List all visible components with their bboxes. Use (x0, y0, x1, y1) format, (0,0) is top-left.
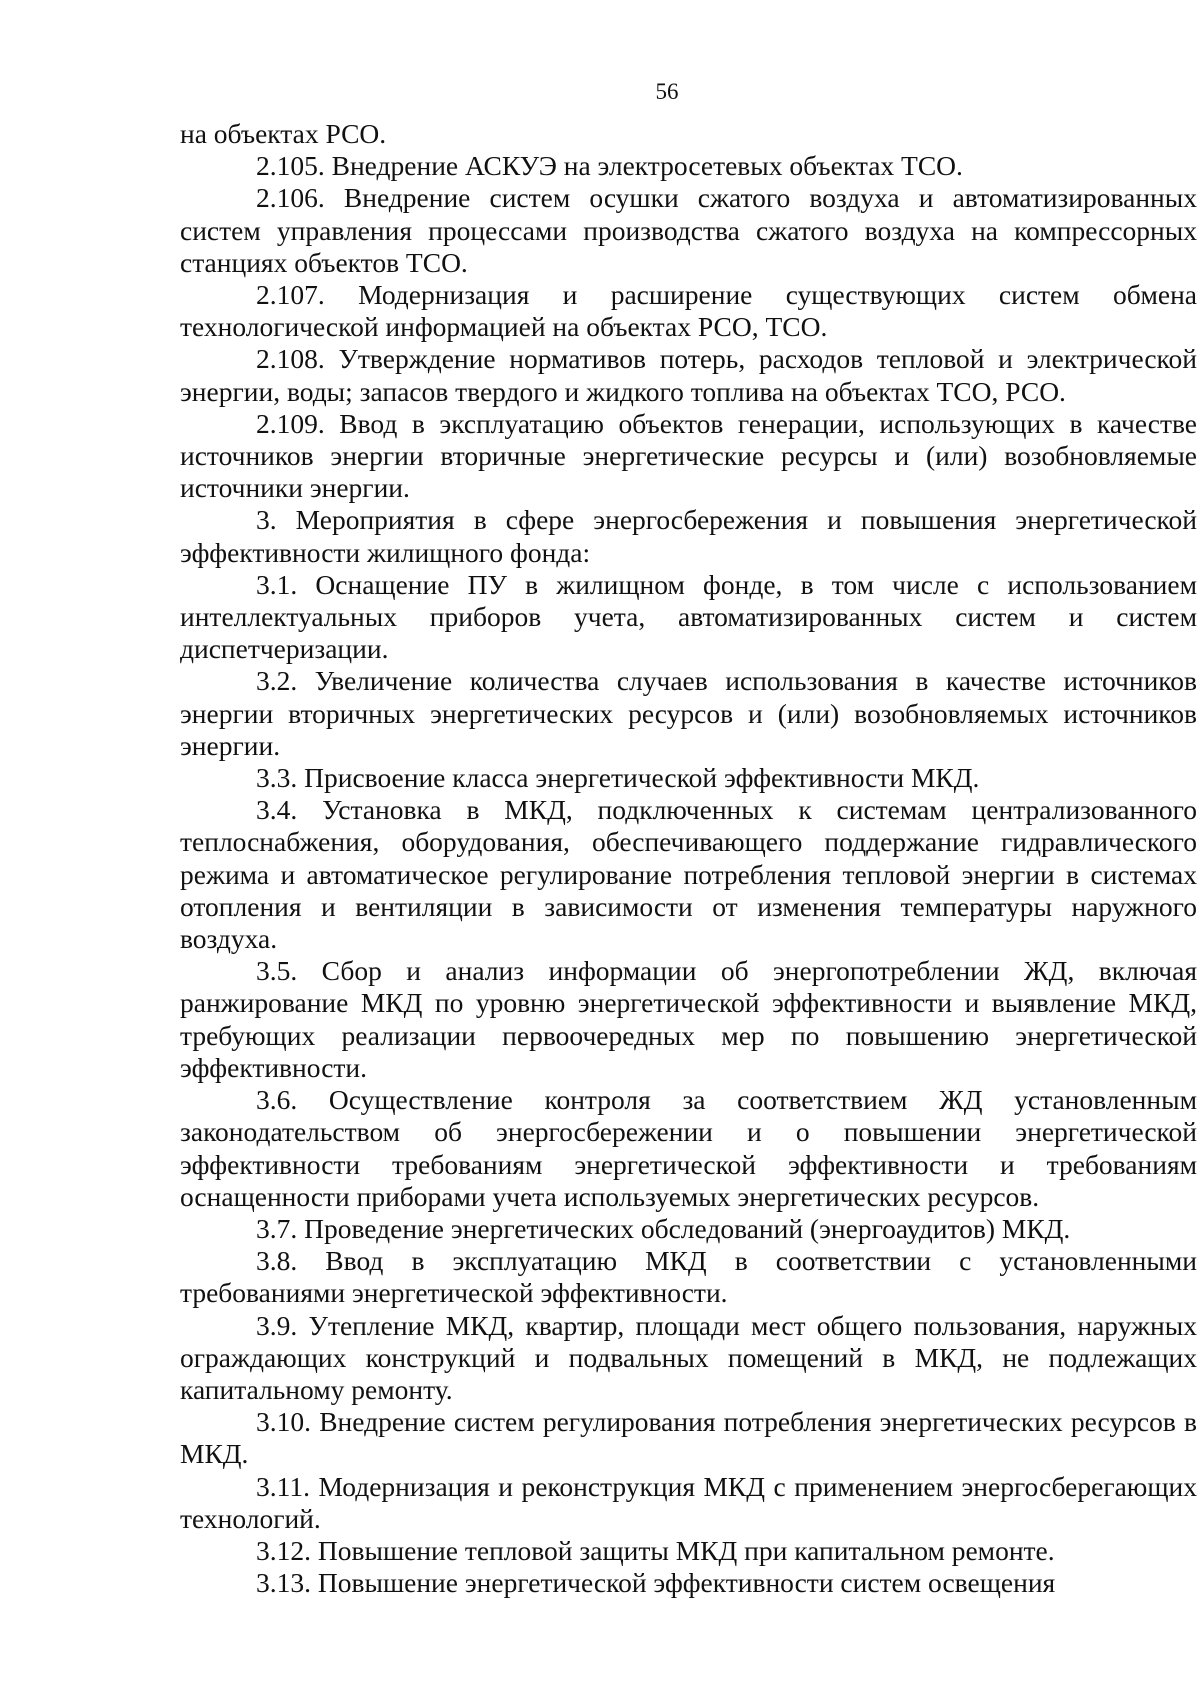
paragraph-3-12: 3.12. Повышение тепловой защиты МКД при капитальном ремонте. (256, 1534, 1055, 1566)
paragraph-3-8: 3.8. Ввод в эксплуатацию МКД в соответствии с установленными требованиями энергетической эффективности. (180, 1245, 1197, 1309)
paragraph-3-5: 3.5. Сбор и анализ информации об энергопотреблении ЖД, включая ранжирование МКД по уровню энергетической эффективности и выявление МКД, требующих реализации первоочередных мер по повышению энергетической эффективности. (180, 955, 1197, 1083)
paragraph-2-105: 2.105. Внедрение АСКУЭ на электросетевых объектах ТСО. (256, 150, 963, 182)
paragraph-3-4: 3.4. Установка в МКД, подключенных к системам централизованного теплоснабжения, оборудования, обеспечивающего поддержание гидравлического режима и автоматическое регулирование потребления тепловой энергии в системах отопления и вентиляции в зависимости от изменения температуры наружного воздуха. (180, 794, 1197, 955)
paragraph-continuation: на объектах РСО. (180, 118, 387, 149)
paragraph-3-11: 3.11. Модернизация и реконструкция МКД с применением энергосберегающих технологий. (180, 1470, 1197, 1534)
paragraph-2-109: 2.109. Ввод в эксплуатацию объектов генерации, использующих в качестве источников энергии вторичные энергетические ресурсы и (или) возобновляемые источники энергии. (180, 407, 1197, 504)
paragraph-2-106: 2.106. Внедрение систем осушки сжатого воздуха и автоматизированных систем управления процессами производства сжатого воздуха на компрессорных станциях объектов ТСО. (180, 182, 1197, 278)
paragraph-2-107: 2.107. Модернизация и расширение существующих систем обмена технологической информацией на объектах РСО, ТСО. (180, 279, 1197, 343)
paragraph-3-7: 3.7. Проведение энергетических обследований (энергоаудитов) МКД. (256, 1212, 1071, 1244)
section-heading-3: 3. Мероприятия в сфере энергосбережения и повышения энергетической эффективности жилищного фонда: (180, 504, 1197, 568)
paragraph-3-10: 3.10. Внедрение систем регулирования потребления энергетических ресурсов в МКД. (180, 1406, 1197, 1470)
paragraph-3-2: 3.2. Увеличение количества случаев использования в качестве источников энергии вторичных энергетических ресурсов и (или) возобновляемых источников энергии. (180, 665, 1197, 761)
paragraph-3-9: 3.9. Утепление МКД, квартир, площади мест общего пользования, наружных ограждающих конструкций и подвальных помещений в МКД, не подлежащих капитальному ремонту. (180, 1309, 1197, 1405)
paragraph-3-3: 3.3. Присвоение класса энергетической эффективности МКД. (256, 762, 980, 794)
page-number: 56 (655, 79, 679, 104)
paragraph-3-13: 3.13. Повышение энергетической эффективности систем освещения (256, 1567, 1056, 1599)
paragraph-3-1: 3.1. Оснащение ПУ в жилищном фонде, в том числе с использованием интеллектуальных приборов учета, автоматизированных систем и систем диспетчеризации. (180, 568, 1197, 665)
paragraph-3-6: 3.6. Осуществление контроля за соответствием ЖД установленным законодательством об энергосбережении и о повышении энергетической эффективности требованиям энергетической эффективности и требованиям оснащенности приборами учета используемых энергетических ресурсов. (180, 1084, 1197, 1212)
document-body (180, 118, 1197, 1599)
paragraph-2-108: 2.108. Утверждение нормативов потерь, расходов тепловой и электрической энергии, воды; запасов твердого и жидкого топлива на объектах ТСО, РСО. (180, 343, 1197, 407)
